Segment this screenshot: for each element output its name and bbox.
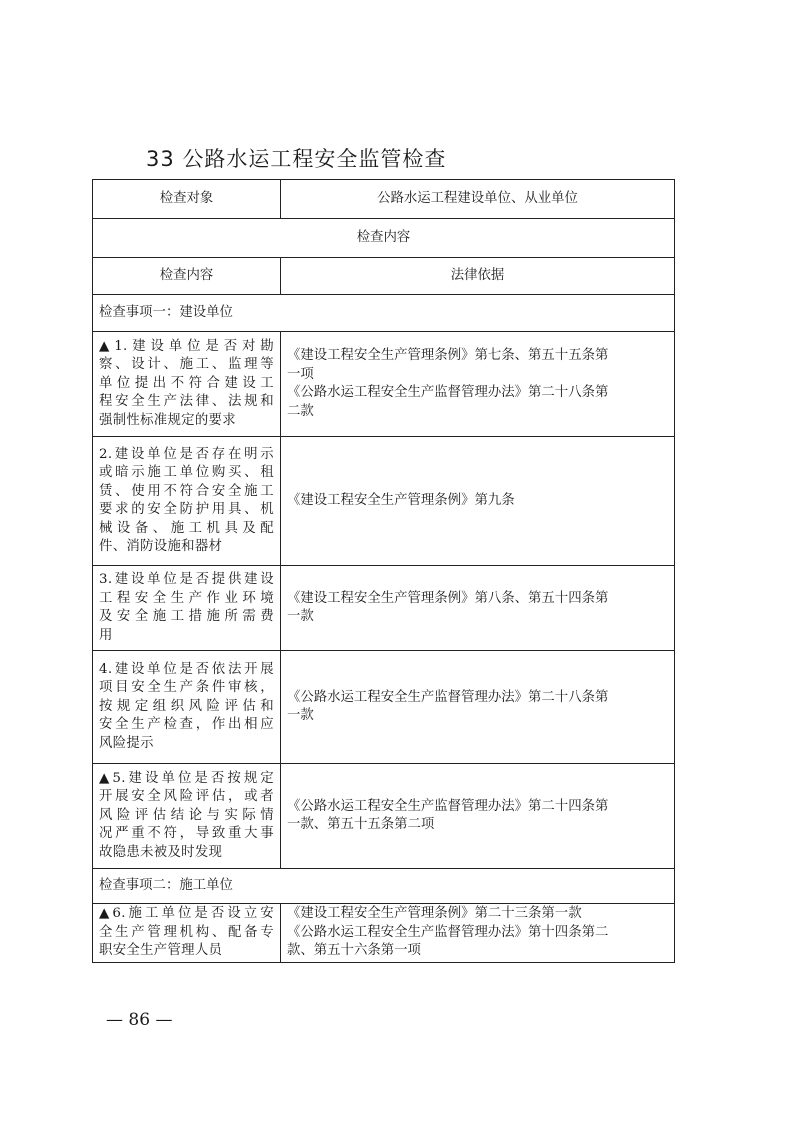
check-content-line: 4.建设单位是否依法开展 <box>99 661 274 677</box>
check-content-line: 风险提示 <box>99 735 154 751</box>
check-content-line: 按规定组织风险评估和 <box>99 698 274 714</box>
page-title: 33 公路水运工程安全监管检查 <box>146 147 447 171</box>
legal-basis-cell <box>281 437 675 566</box>
check-content-line: 程安全生产法律、法规和 <box>99 394 274 410</box>
check-content-line: 察、设计、施工、监理等 <box>99 357 274 373</box>
object-value: 公路水运工程建设单位、从业单位 <box>281 180 675 219</box>
check-content-line: 开展安全风险评估，或者 <box>99 789 274 805</box>
legal-basis-line: 《建设工程安全生产管理条例》第二十三条第一款 <box>287 906 582 922</box>
table-row <box>93 904 675 963</box>
check-content-line: 3.建设单位是否提供建设 <box>99 572 274 587</box>
check-content-line: 风险评估结论与实际情 <box>99 807 274 823</box>
table-row <box>93 566 675 651</box>
check-content-line: 件、消防设施和器材 <box>99 539 223 554</box>
check-content-line: 用 <box>99 627 113 643</box>
section-row <box>93 295 675 332</box>
legal-basis-cell <box>281 651 675 764</box>
check-content-line: ▲6.施工单位是否设立安 <box>99 906 274 922</box>
check-content-cell <box>93 332 281 437</box>
legal-basis-line: 《建设工程安全生产管理条例》第七条、第五十五条第 <box>287 348 609 363</box>
check-content-cell <box>93 566 281 651</box>
check-content-line: 及安全施工措施所需费 <box>99 609 274 624</box>
legal-basis-line: 《公路水运工程安全生产监督管理办法》第十四条第二 <box>287 924 609 940</box>
check-content-cell <box>93 904 281 963</box>
legal-basis-line: 《建设工程安全生产管理条例》第八条、第五十四条第 <box>287 590 609 606</box>
table-row <box>93 332 675 437</box>
legal-basis-line: 一款 <box>287 708 314 723</box>
check-content-cell <box>93 651 281 764</box>
legal-basis-line: 《公路水运工程安全生产监督管理办法》第二十八条第 <box>287 689 609 705</box>
check-content-line: 单位提出不符合建设工 <box>99 375 274 391</box>
check-content-line: 工程安全生产作业环境 <box>99 590 274 606</box>
section-label: 检查事项二：施工单位 <box>93 869 675 904</box>
legal-basis-line: 《公路水运工程安全生产监督管理办法》第二十八条第 <box>287 385 609 400</box>
check-content-line: 故隐患未被及时发现 <box>99 844 223 860</box>
check-content-line: 或暗示施工单位购买、租 <box>99 465 274 480</box>
check-content-cell <box>93 764 281 869</box>
check-content-line: 赁、使用不符合安全施工 <box>99 483 274 499</box>
section-label: 检查事项一：建设单位 <box>93 295 675 332</box>
check-content-line: 械设备、施工机具及配 <box>99 520 274 536</box>
check-content-line: 安全生产检查，作出相应 <box>99 717 274 733</box>
table-row <box>93 764 675 869</box>
section-row <box>93 869 675 904</box>
check-content-line: 强制性标准规定的要求 <box>99 412 236 428</box>
check-content-line: 职安全生产管理人员 <box>99 943 223 959</box>
column-header-content: 检查内容 <box>93 258 281 295</box>
legal-basis-cell <box>281 904 675 963</box>
inspection-table-body <box>93 180 675 963</box>
legal-basis-cell <box>281 566 675 651</box>
legal-basis-line: 《公路水运工程安全生产监督管理办法》第二十四条第 <box>287 798 609 814</box>
check-content-line: 要求的安全防护用具、机 <box>99 502 274 517</box>
table-row <box>93 437 675 566</box>
inspection-table <box>92 179 675 963</box>
legal-basis-line: 一款 <box>287 609 314 624</box>
check-content-line: 项目安全生产条件审核， <box>99 680 274 696</box>
column-header-row <box>93 258 675 295</box>
legal-basis-cell <box>281 764 675 869</box>
page-number: — 86 — <box>106 1010 173 1030</box>
check-content-line: ▲5.建设单位是否按规定 <box>99 770 274 786</box>
legal-basis-line: 一项 <box>287 366 314 382</box>
check-content-line: 2.建设单位是否存在明示 <box>99 446 274 462</box>
check-content-line: ▲1.建设单位是否对勘 <box>99 338 274 354</box>
legal-basis-line: 一款、第五十五条第二项 <box>287 817 435 832</box>
check-content-line: 全生产管理机构、配备专 <box>99 924 274 940</box>
check-content-cell <box>93 437 281 566</box>
legal-basis-line: 《建设工程安全生产管理条例》第九条 <box>287 492 515 508</box>
content-heading: 检查内容 <box>93 219 675 258</box>
legal-basis-cell <box>281 332 675 437</box>
content-heading-row <box>93 219 675 258</box>
column-header-basis: 法律依据 <box>281 258 675 295</box>
object-row <box>93 180 675 219</box>
legal-basis-line: 二款 <box>287 403 314 419</box>
table-row <box>93 651 675 764</box>
object-label: 检查对象 <box>93 180 281 219</box>
legal-basis-line: 款、第五十六条第一项 <box>287 943 421 959</box>
check-content-line: 况严重不符，导致重大事 <box>99 826 274 842</box>
